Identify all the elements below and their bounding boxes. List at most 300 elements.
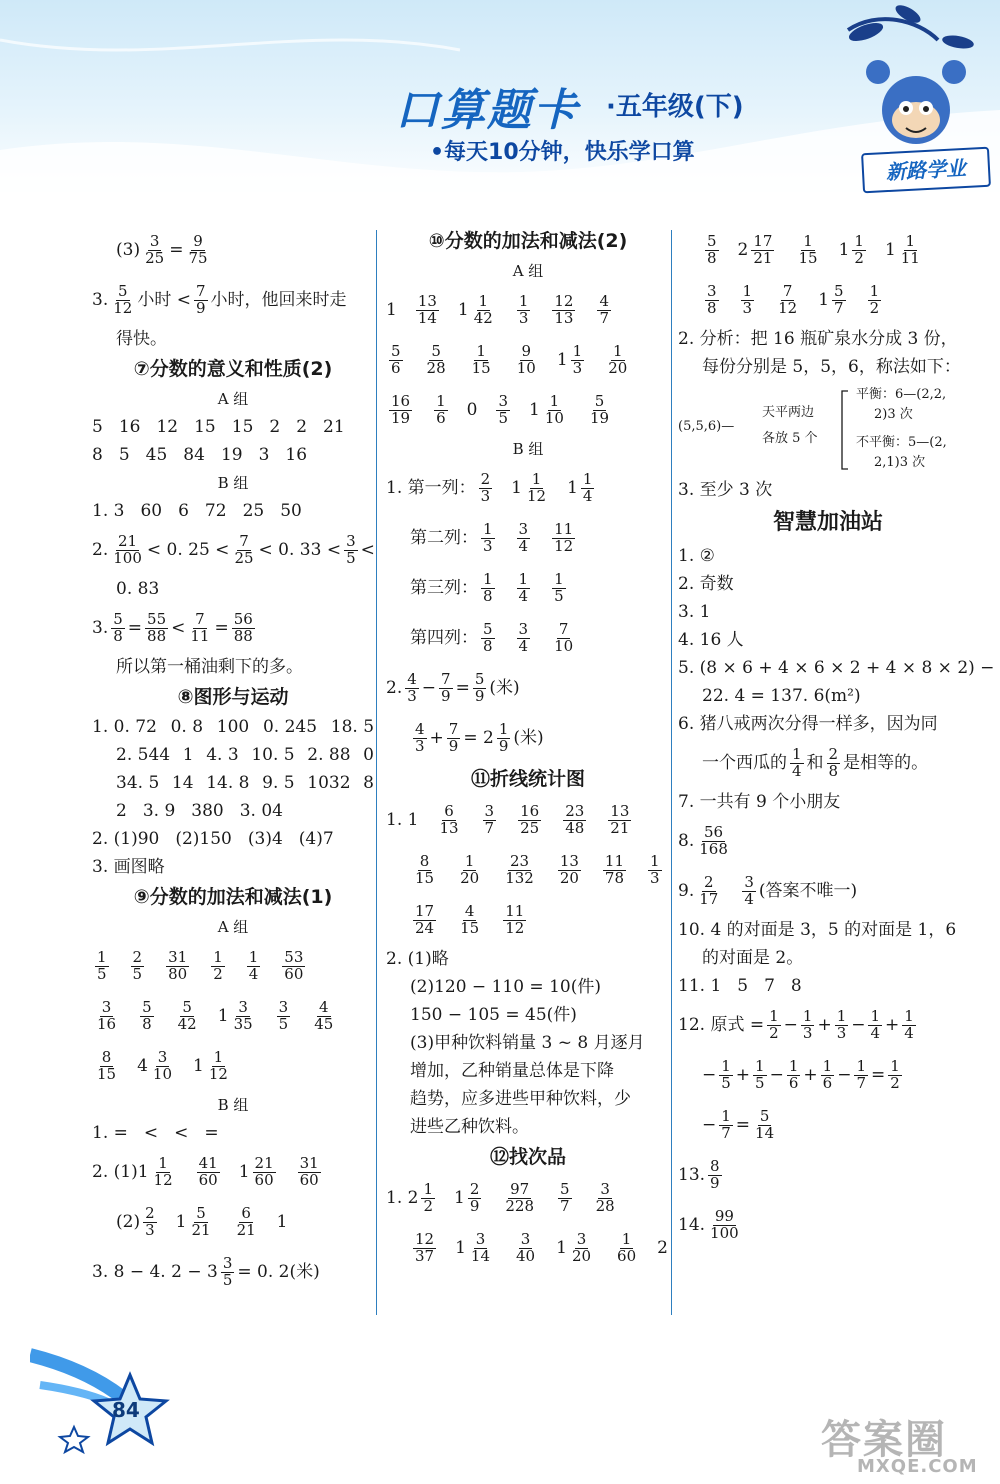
fraction [719,1056,733,1092]
numerator: 1 [905,231,916,250]
denominator: 28 [595,1196,615,1215]
text-segment: 5 [737,976,749,996]
fraction [247,947,261,983]
text-segment: ⑫找次品 [489,1146,566,1168]
fraction [571,341,585,377]
numerator: 1 [518,569,529,588]
numerator: 2 [704,872,714,891]
fraction [852,231,866,267]
denominator: 8 [828,761,839,780]
answer-line [386,463,670,513]
text-segment: 3. 04 [239,801,283,821]
text-segment: 2 [737,240,749,260]
numerator: 1 [498,719,509,738]
answer-line [386,563,670,613]
text-segment: = [214,618,229,638]
text-segment: 1. 1 [386,810,419,830]
numerator: 1 [483,569,493,588]
text-segment: 14. [678,1215,706,1235]
denominator: 7 [599,308,610,327]
text-segment: 2. 88 [307,745,351,765]
fraction [434,391,448,427]
denominator: 4 [744,889,754,908]
text-segment: A 组 [217,390,249,408]
answer-line [386,845,670,895]
numerator: 3 [518,619,529,638]
answer-line [92,1147,374,1197]
denominator: 16 [97,1014,117,1033]
numerator: 56 [704,822,724,841]
text-segment: 1. 第一列： [386,478,476,498]
numerator: 1 [478,291,489,310]
text-segment: 19 [220,445,243,465]
answer-line [678,325,978,353]
text-segment: < 0. 25 < [146,540,230,560]
text-segment: − [837,1065,852,1085]
denominator: 60 [284,964,304,983]
numerator: 31 [168,947,188,966]
text-segment: (3)甲种饮料销量 3 ~ 8 月逐月 [410,1033,645,1053]
denominator: 5 [278,1014,289,1033]
numerator: 11 [604,851,625,870]
text-segment: 2 [296,417,308,437]
fraction [483,801,497,837]
fraction [648,851,662,887]
numerator: 2 [480,469,491,488]
text-segment: (2)150 [175,829,232,849]
text-segment: < [360,540,375,560]
text-segment: 3. 8 − 4. 2 − 3 [92,1262,218,1282]
answer-line [92,1197,374,1247]
denominator: 12 [113,298,133,317]
answer-line [92,769,374,797]
numerator: 3 [744,872,754,891]
answer-line [678,570,978,598]
text-segment: 0. 8 [170,717,204,737]
fraction [458,901,481,937]
denominator: 5 [346,548,356,567]
fraction [767,1006,781,1042]
numerator: 1 [904,1006,914,1025]
fraction [832,281,846,317]
text-segment: 3. 画图略 [92,857,165,877]
answer-line [678,1050,978,1100]
header-banner [0,0,1000,205]
numerator: 5 [594,391,605,410]
fraction [232,609,255,645]
denominator: 3 [480,486,491,505]
fraction [503,851,536,887]
text-segment: 3 [258,445,270,465]
denominator: 28 [426,358,446,377]
text-segment: 8. [678,831,695,851]
denominator: 4 [870,1023,881,1042]
numerator: 8 [419,851,430,870]
numerator: 1 [158,1153,168,1172]
denominator: 11 [190,626,210,645]
text-segment: 4 [137,1056,148,1076]
numerator: 5 [118,281,128,300]
fraction [481,519,495,555]
fraction [232,997,255,1033]
text-segment: 1. ② [678,546,715,566]
numerator: 7 [782,281,793,300]
denominator: 4 [582,486,593,505]
fraction [416,291,439,327]
numerator: 5 [391,341,401,360]
text-segment: 小时，他回来时走 [210,290,347,310]
numerator: 2 [132,947,143,966]
text-segment: 16 [118,417,141,437]
numerator: 23 [509,851,530,870]
denominator: 8 [707,298,717,317]
denominator: 3 [836,1023,847,1042]
text-segment: 14 [171,773,194,793]
denominator: 9 [710,1173,720,1192]
fraction [143,1203,157,1239]
fraction [277,997,291,1033]
answer-line [678,1200,978,1250]
fraction [166,947,189,983]
numerator: 99 [714,1206,734,1225]
answer-line [678,626,978,654]
tree-label: 各放 5 个 [762,431,818,446]
numerator: 1 [213,947,223,966]
numerator: 3 [238,997,248,1016]
text-segment: + [735,1065,751,1085]
numerator: 4 [415,719,425,738]
fraction [796,231,819,267]
numerator: 3 [520,1229,531,1248]
group-label [386,435,670,463]
numerator: 1 [854,231,864,250]
text-segment: (答案不唯一) [758,881,858,901]
numerator: 1 [802,1006,813,1025]
denominator: 3 [518,308,529,327]
text-segment: − [783,1015,798,1035]
answer-line [92,275,374,325]
numerator: 1 [549,391,560,410]
denominator: 5 [132,964,143,983]
text-segment: 1 [838,240,850,260]
answer-line [386,713,670,763]
denominator: 7 [484,818,495,837]
answer-line [678,788,978,816]
text-segment: 9. [678,881,695,901]
fraction [868,1006,882,1042]
numerator: 1 [650,851,660,870]
numerator: 13 [610,801,630,820]
numerator: 5 [834,281,844,300]
text-segment: 5. (8 × 6 + 4 × 6 × 2 + 4 × 8 × 2) − [678,658,995,678]
answer-line [386,335,670,385]
denominator: 100 [710,1223,739,1242]
text-segment: 2. 544 [116,745,171,765]
fraction [753,1106,776,1142]
text-segment: 趋势，应多进些甲种饮料，少 [410,1089,631,1109]
denominator: 168 [699,839,728,858]
section-title [386,225,670,257]
answer-line [386,285,670,335]
fraction [470,341,493,377]
tree-label: 天平两边 [762,405,815,420]
denominator: 4 [518,586,529,605]
text-segment: 22. 4 = 137. 6(m²) [702,686,861,706]
numerator: 1 [436,391,446,410]
answer-line [92,991,374,1041]
fraction [705,231,719,267]
text-segment: 0. 245 [262,717,318,737]
tree-label: 2,1)3 次 [874,455,926,470]
denominator: 4 [904,1023,914,1042]
text-segment: 15 [231,417,254,437]
answer-line [386,1029,670,1057]
numerator: 8 [101,1047,112,1066]
text-segment: + [885,1015,900,1035]
denominator: 7 [721,1123,731,1142]
numerator: 13 [559,851,579,870]
numerator: 1 [531,469,542,488]
numerator: 1 [822,1056,833,1075]
fraction [517,569,531,605]
denominator: 2 [213,964,223,983]
answer-line [386,1223,670,1273]
denominator: 21 [753,248,773,267]
text-segment: 84 [183,445,205,465]
text-segment: 10. 4 的对面是 3，5 的对面是 1，6 [678,920,957,940]
group-label [92,469,374,497]
denominator: 2 [890,1073,900,1092]
fraction [603,851,626,887]
text-segment: 每份分别是 5，5，6，称法如下： [702,357,961,377]
denominator: 7 [560,1196,570,1215]
answer-line [678,710,978,738]
fraction [597,291,611,327]
fraction [176,997,199,1033]
text-segment: B 组 [512,440,544,458]
text-segment: ⑪折线统计图 [470,768,585,790]
group-label [92,1091,374,1119]
numerator: 56 [233,609,253,628]
section-title [386,763,670,795]
text-segment: 1 [884,240,896,260]
denominator: 9 [498,736,509,755]
text-segment: 1 [556,350,568,370]
text-segment: A 组 [217,918,249,936]
text-segment: 150 − 105 = 45(件) [410,1005,577,1025]
text-segment: 100 [216,717,250,737]
section-title [386,1141,670,1173]
text-segment: 第四列： [410,628,478,648]
denominator: 21 [610,818,630,837]
answer-line [386,613,670,663]
numerator: 16 [391,391,411,410]
text-segment: + [803,1065,818,1085]
text-segment: 12 [156,417,179,437]
denominator: 21 [191,1220,211,1239]
answer-line [678,738,978,788]
text-segment: 1 [182,745,194,765]
answer-line [92,713,374,741]
answer-line [386,1001,670,1029]
denominator: 11 [900,248,920,267]
fraction [111,531,144,567]
fraction [563,801,586,837]
text-segment: − [421,678,437,698]
answer-line [92,1041,374,1091]
fraction [145,609,168,645]
brand-badge: 新路学业 [861,147,991,194]
denominator: 5 [755,1073,765,1092]
numerator: 31 [299,1153,319,1172]
fraction [111,609,125,645]
fraction [741,281,755,317]
text-segment: 1 [175,1212,187,1232]
denominator: 3 [572,358,583,377]
fraction [496,391,510,427]
fraction [751,231,774,267]
numerator: 1 [97,947,107,966]
numerator: 3 [518,519,529,538]
numerator: 3 [346,531,356,550]
fraction [197,1153,220,1189]
denominator: 8 [113,626,123,645]
text-segment: 的对面是 2。 [702,948,804,968]
answer-line [92,853,374,881]
denominator: 25 [145,248,165,267]
text-segment: 3. [92,290,109,310]
numerator: 4 [599,291,610,310]
answer-column-2 [386,225,670,1315]
text-segment: < 0. 33 < [258,540,342,560]
numerator: 1 [612,341,623,360]
fraction [131,947,145,983]
text-segment: 1 [511,478,522,498]
denominator: 8 [483,586,493,605]
text-segment: 2. [386,678,403,698]
text-segment: 1 [818,290,830,310]
fraction [481,619,495,655]
fraction [413,901,436,937]
fraction [515,341,538,377]
answer-line [386,895,670,945]
text-segment: 1. 3 [92,501,125,521]
fraction [697,822,730,858]
fraction [608,801,631,837]
text-segment: 21 [323,417,345,437]
denominator: 19 [589,408,610,427]
text-segment: 得快。 [116,329,167,349]
denominator: 12 [208,1064,228,1083]
text-segment: 12. 原式 = [678,1015,765,1035]
group-label [92,913,374,941]
answer-line [92,1247,374,1297]
denominator: 9 [469,1196,480,1215]
fraction [821,1056,835,1092]
fraction [503,1179,536,1215]
fraction [253,1153,276,1189]
text-segment: 10. 5 [251,745,295,765]
fraction [827,744,841,780]
tree-brace [678,381,978,476]
fraction [189,1203,212,1239]
numerator: 1 [890,1056,900,1075]
answer-line [678,598,978,626]
denominator: 20 [571,1246,592,1265]
fraction [552,569,566,605]
denominator: 48 [565,818,585,837]
fraction [503,901,526,937]
numerator: 1 [423,1179,433,1198]
text-segment: ⑦分数的意义和性质(2) [133,358,333,380]
text-segment: 第二列： [410,528,478,548]
numerator: 7 [195,609,205,628]
fraction [868,281,882,317]
fraction [111,281,134,317]
fraction [753,1056,767,1092]
fraction [790,744,804,780]
answer-line [678,972,978,1000]
numerator: 8 [710,1156,720,1175]
numerator: 1 [769,1006,779,1025]
section-title [92,353,374,385]
fraction [194,281,208,317]
numerator: 1 [803,231,813,250]
denominator: 10 [152,1064,173,1083]
fraction [497,719,511,755]
text-segment: 45 [145,445,168,465]
tree-label: 不平衡：5—(2, [856,435,947,450]
denominator: 6 [436,408,446,427]
text-segment: 1 [457,300,469,320]
text-segment: 8 [790,976,802,996]
fraction [447,719,461,755]
numerator: 3 [101,997,112,1016]
text-segment: 15 [194,417,216,437]
fraction [95,997,118,1033]
numerator: 21 [118,531,138,550]
denominator: 13 [439,818,459,837]
text-segment: (米) [489,678,520,698]
fraction [854,1056,868,1092]
text-segment: 1 [238,1162,250,1182]
denominator: 78 [604,868,625,887]
denominator: 42 [473,308,493,327]
answer-line [386,1173,670,1223]
denominator: 12 [778,298,798,317]
numerator: 5 [196,1203,206,1222]
text-segment: 50 [280,501,302,521]
numerator: 5 [182,997,192,1016]
text-segment: 6. 猪八戒两次分得一样多，因为同 [678,714,938,734]
denominator: 9 [195,298,206,317]
numerator: 1 [869,281,880,300]
denominator: 45 [314,1014,334,1033]
text-segment: 是相等的。 [843,753,929,773]
denominator: 15 [460,918,480,937]
numerator: 2 [469,1179,480,1198]
section-title [92,881,374,913]
fraction [413,1229,436,1265]
denominator: 80 [168,964,188,983]
text-segment: 3. 1 [678,602,711,622]
numerator: 1 [554,569,564,588]
numerator: 1 [856,1056,866,1075]
text-segment: < [171,618,186,638]
denominator: 60 [254,1170,274,1189]
denominator: 19 [391,408,411,427]
numerator: 9 [193,231,203,250]
